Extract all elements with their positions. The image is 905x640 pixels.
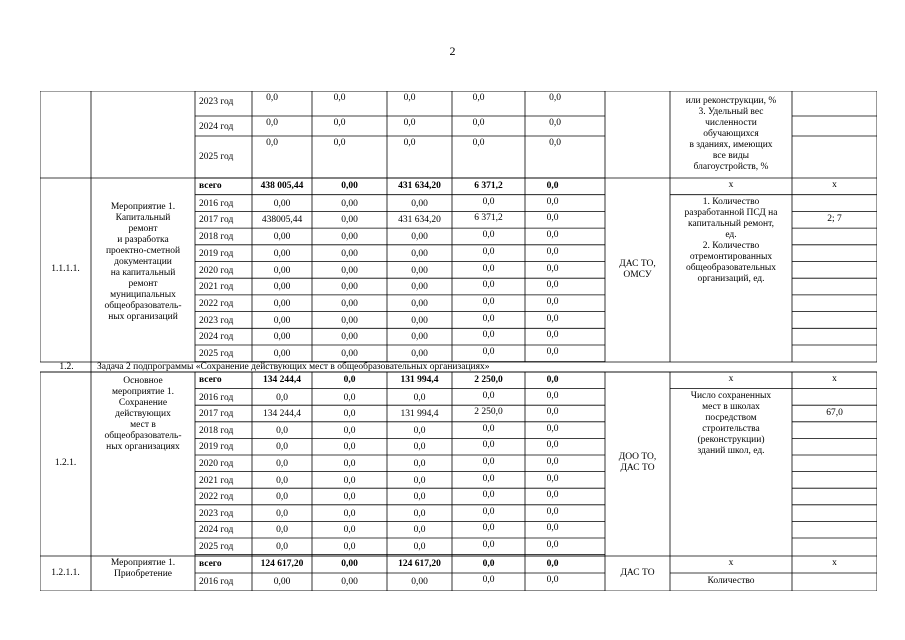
value-cell: 0,0 — [482, 280, 495, 291]
value-cell: 0,0 — [276, 459, 288, 469]
indicator-header: х — [728, 374, 734, 384]
value-cell: 0,0 — [413, 425, 426, 436]
total-label: всего — [199, 559, 222, 569]
value-cell: 0,0 — [276, 425, 288, 436]
value-cell: 0,0 — [343, 475, 356, 486]
value-cell: 0,0 — [482, 575, 495, 585]
value-cell: 0,0 — [266, 118, 278, 128]
value-cell: 0,0 — [403, 118, 416, 128]
year-label: 2020 год — [199, 265, 234, 276]
value-cell: 0,0 — [546, 523, 559, 534]
value-cell: 0,00 — [341, 215, 358, 226]
total-value: 0,0 — [343, 375, 356, 385]
value-cell: 0,0 — [266, 138, 278, 148]
value-cell: 0,0 — [413, 508, 426, 519]
value-cell: 0,0 — [413, 392, 426, 403]
value-cell: 0,0 — [546, 263, 559, 274]
year-label: 2019 год — [199, 442, 234, 453]
value-cell: 0,0 — [403, 138, 416, 148]
value-cell: 0,0 — [482, 490, 495, 501]
value-cell: 0,0 — [333, 118, 346, 128]
value-cell: 0,00 — [273, 282, 291, 293]
value-cell: 0,0 — [276, 525, 288, 536]
value-cell: 0,00 — [411, 198, 428, 209]
year-label: 2016 год — [199, 392, 234, 403]
value-cell: 0,0 — [546, 246, 559, 257]
value-cell: 0,0 — [276, 392, 288, 403]
value-cell: 0,0 — [482, 473, 495, 484]
year-label: 2018 год — [199, 232, 234, 243]
value-cell: 0,0 — [482, 440, 495, 451]
value-cell: 0,0 — [413, 525, 426, 536]
value-cell: 0,00 — [411, 577, 428, 587]
total-value: 2 250,0 — [474, 375, 503, 385]
value-cell: 0,0 — [482, 506, 495, 517]
executor: ДАС ТО, ОМСУ — [619, 258, 656, 280]
year-label: 2023 год — [199, 315, 234, 326]
year-label: 2025 год — [199, 542, 234, 552]
value-cell: 0,00 — [411, 332, 428, 343]
value-cell: 0,00 — [341, 349, 358, 359]
value-cell: 0,00 — [411, 232, 428, 243]
value-cell: 0,00 — [273, 332, 291, 343]
executor: ДАС ТО — [620, 568, 655, 578]
value-cell: 0,00 — [341, 332, 358, 343]
activity-name: Мероприятие 1. Приобретение — [110, 558, 176, 579]
value-cell: 0,0 — [276, 475, 288, 486]
total-value: 0,0 — [546, 559, 559, 569]
indicator-header: х — [728, 180, 734, 190]
value-cell: 0,0 — [546, 390, 559, 401]
value-cell: 0,00 — [341, 198, 358, 209]
value-cell: 0,0 — [482, 196, 495, 207]
year-label: 2023 год — [199, 97, 234, 107]
total-value: 0,00 — [341, 181, 358, 191]
total-value: 0,00 — [341, 559, 358, 569]
value-cell: 0,0 — [343, 492, 356, 503]
total-value: 0,0 — [482, 559, 495, 569]
value-cell: 0,00 — [411, 298, 428, 309]
year-label: 2021 год — [199, 282, 234, 293]
task-code: 1.2. — [59, 362, 74, 372]
value-cell: 0,0 — [413, 459, 426, 469]
year-label: 2016 год — [199, 198, 234, 209]
value-cell: 0,00 — [341, 315, 358, 326]
value-cell: 0,0 — [343, 442, 356, 453]
total-value: 0,0 — [546, 181, 559, 191]
value-cell: 0,0 — [482, 347, 495, 357]
value-cell: 0,0 — [546, 440, 559, 451]
value-cell: 6 371,2 — [474, 213, 503, 224]
value-cell: 0,0 — [546, 575, 559, 585]
value-cell: 0,0 — [546, 407, 559, 418]
value-cell: 0,0 — [546, 296, 559, 307]
value-cell: 431 634,20 — [398, 215, 441, 226]
total-label: всего — [199, 181, 222, 191]
value-cell: 0,0 — [546, 506, 559, 517]
total-value: 431 634,20 — [398, 181, 441, 191]
indicator-text: Число сохраненных мест в школах посредством строительства (реконструкции) зданий школ, ед. — [690, 390, 772, 456]
value-cell: 0,00 — [273, 315, 291, 326]
value-cell: 0,0 — [546, 230, 559, 241]
value-cell: 0,0 — [482, 296, 495, 307]
year-label: 2020 год — [199, 459, 234, 469]
value-cell: 0,0 — [343, 425, 356, 436]
value-cell: 0,00 — [341, 577, 358, 587]
total-value: 438 005,44 — [260, 181, 304, 191]
value-cell: 0,00 — [273, 349, 291, 359]
year-label: 2024 год — [199, 332, 234, 343]
year-label: 2023 год — [199, 508, 234, 519]
value-cell: 0,0 — [343, 392, 356, 403]
indicator-text: Количество — [707, 576, 755, 586]
value-cell: 0,0 — [482, 313, 495, 324]
total-value: 124 617,20 — [398, 559, 441, 569]
value-cell: 0,0 — [266, 93, 278, 103]
value-cell: 134 244,4 — [263, 409, 301, 420]
value-cell: 0,0 — [482, 523, 495, 534]
value-cell: 0,0 — [546, 490, 559, 501]
value-cell: 0,00 — [411, 265, 428, 276]
value-cell: 0,0 — [343, 409, 356, 420]
activity-code: 1.2.1. — [54, 457, 77, 468]
indicator-text: 1. Количество разработанной ПСД на капитальный ремонт, ед. 2. Количество отремонтированных общеобразовательных организаций, ед. — [684, 196, 778, 284]
year-label: 2025 год — [199, 152, 234, 162]
value-cell: 0,0 — [549, 138, 561, 148]
value-cell: 0,0 — [413, 492, 426, 503]
value-cell: 0,0 — [546, 196, 559, 207]
value-cell: 0,0 — [546, 280, 559, 291]
year-label: 2022 год — [199, 298, 234, 309]
value-cell: 0,0 — [546, 473, 559, 484]
value-cell: 0,00 — [411, 315, 428, 326]
value-cell: 0,0 — [343, 542, 356, 552]
value-cell: 0,00 — [341, 232, 358, 243]
value-cell: 0,00 — [273, 265, 291, 276]
value-cell: 0,00 — [273, 248, 291, 259]
value-cell: 0,0 — [333, 138, 346, 148]
value-cell: 0,0 — [482, 540, 495, 550]
year-label: 2024 год — [199, 525, 234, 536]
value-header: х — [832, 558, 837, 568]
page-number: 2 — [449, 44, 456, 58]
value-cell: 2 250,0 — [474, 407, 503, 418]
value-cell: 0,0 — [343, 508, 356, 519]
value-cell: 0,0 — [546, 330, 559, 341]
value-cell: 0,00 — [273, 298, 291, 309]
activity-code: 1.1.1.1. — [51, 264, 80, 275]
value-cell: 0,0 — [403, 93, 416, 103]
year-label: 2018 год — [199, 425, 234, 436]
indicator-header: х — [728, 558, 734, 568]
value-cell: 0,0 — [343, 459, 356, 469]
program-table — [40, 91, 877, 591]
value-cell: 0,0 — [549, 93, 561, 103]
value-cell: 0,00 — [411, 282, 428, 293]
value-cell: 0,0 — [472, 118, 485, 128]
value-cell: 0,0 — [472, 138, 485, 148]
value-cell: 0,0 — [413, 442, 426, 453]
value-cell: 0,0 — [276, 492, 288, 503]
value-cell: 0,00 — [341, 282, 358, 293]
value-cell: 0,0 — [549, 118, 561, 128]
value-cell: 0,00 — [273, 577, 291, 587]
indicator-value: 67,0 — [826, 408, 843, 419]
value-cell: 0,0 — [482, 263, 495, 274]
value-cell: 0,0 — [472, 93, 485, 103]
total-label: всего — [199, 375, 222, 385]
value-cell: 0,0 — [482, 230, 495, 241]
year-label: 2022 год — [199, 492, 234, 503]
value-cell: 0,0 — [546, 213, 559, 224]
value-cell: 0,00 — [341, 265, 358, 276]
executor: ДОО ТО, ДАС ТО — [618, 452, 657, 474]
value-header: х — [832, 180, 837, 190]
value-cell: 0,0 — [413, 475, 426, 486]
value-cell: 0,0 — [546, 457, 559, 467]
value-cell: 0,0 — [546, 313, 559, 324]
year-label: 2024 год — [199, 122, 234, 132]
value-cell: 0,0 — [482, 457, 495, 467]
value-cell: 0,00 — [273, 232, 291, 243]
total-value: 124 617,20 — [260, 559, 304, 569]
task-text: Задача 2 подпрограммы «Сохранение действующих мест в общеобразовательных организациях» — [97, 362, 490, 372]
value-cell: 0,0 — [276, 442, 288, 453]
value-cell: 0,00 — [341, 298, 358, 309]
value-cell: 0,00 — [273, 198, 291, 209]
value-cell: 0,0 — [482, 390, 495, 401]
value-cell: 0,0 — [546, 540, 559, 550]
value-cell: 0,0 — [333, 93, 346, 103]
value-cell: 0,00 — [341, 248, 358, 259]
total-value: 131 994,4 — [400, 375, 439, 385]
value-cell: 0,00 — [411, 349, 428, 359]
year-label: 2019 год — [199, 248, 234, 259]
activity-code: 1.2.1.1. — [51, 568, 80, 578]
total-value: 134 244,4 — [263, 375, 301, 385]
year-label: 2017 год — [199, 409, 234, 420]
value-header: х — [832, 374, 837, 384]
value-cell: 0,0 — [546, 423, 559, 434]
indicator-value: 2; 7 — [827, 214, 842, 225]
value-cell: 0,0 — [482, 330, 495, 341]
value-cell: 0,0 — [546, 347, 559, 357]
total-value: 6 371,2 — [474, 181, 503, 191]
activity-name: Мероприятие 1. Капитальный ремонт и разработка проектно-сметной документации на капитальный ремонт муниципальных общеобразователь- ных организаций — [104, 202, 182, 322]
value-cell: 0,0 — [482, 246, 495, 257]
value-cell: 0,0 — [482, 423, 495, 434]
value-cell: 0,0 — [343, 525, 356, 536]
year-label: 2016 год — [199, 577, 234, 587]
value-cell: 438005,44 — [261, 215, 303, 226]
indicator-text: или реконструкции, % 3. Удельный вес численности обучающихся в зданиях, имеющих все виды благоустройств, % — [685, 96, 777, 172]
value-cell: 0,0 — [413, 542, 426, 552]
value-cell: 131 994,4 — [400, 409, 439, 420]
total-value: 0,0 — [546, 375, 559, 385]
activity-name: Основное мероприятие 1. Сохранение действующих мест в общеобразователь- ных организациях — [104, 376, 182, 452]
value-cell: 0,00 — [411, 248, 428, 259]
value-cell: 0,0 — [276, 508, 288, 519]
year-label: 2025 год — [199, 349, 234, 359]
year-label: 2017 год — [199, 215, 234, 226]
year-label: 2021 год — [199, 475, 234, 486]
value-cell: 0,0 — [276, 542, 288, 552]
